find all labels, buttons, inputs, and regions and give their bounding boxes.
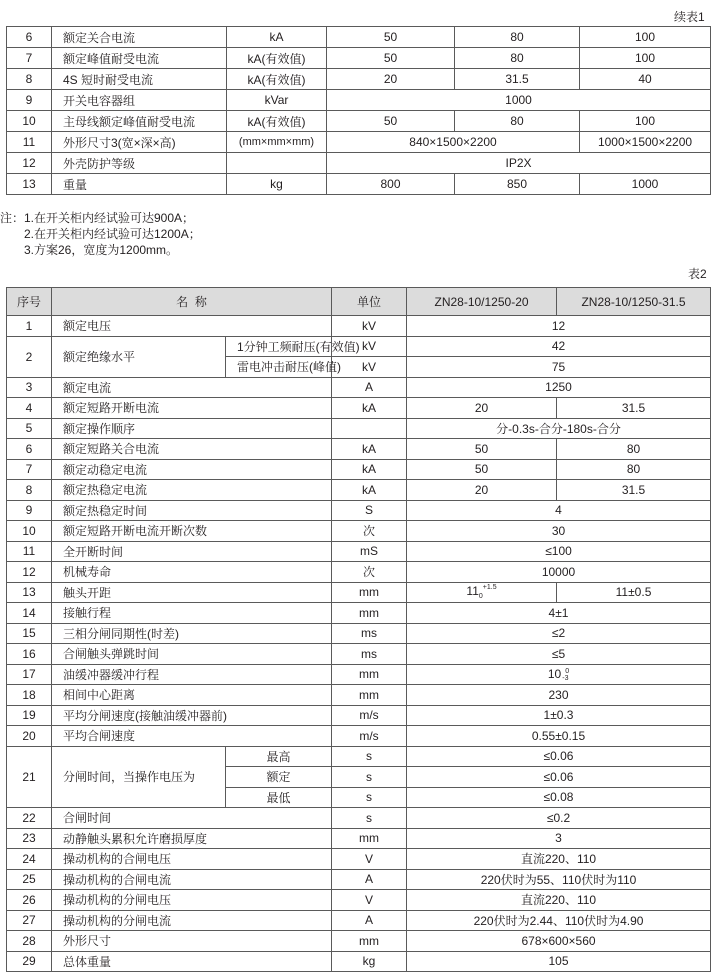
note-1: 注：1.在开关柜内经试验可达900A； xyxy=(0,211,195,225)
row-name: 外壳防护等级 xyxy=(52,153,227,174)
row-number: 12 xyxy=(7,153,52,174)
row-number: 12 xyxy=(7,562,52,583)
row-number: 13 xyxy=(7,582,52,603)
row-name: 额定短路开断电流 xyxy=(52,398,332,419)
table2-row xyxy=(7,931,711,952)
row-name: 操动机构的合闸电压 xyxy=(52,849,332,870)
table1-caption: 续表1 xyxy=(674,10,705,24)
note-2: 2.在开关柜内经试验可达1200A； xyxy=(24,227,201,241)
row-name: 额定动稳定电流 xyxy=(52,459,332,480)
value-lower-tolerance: 0 xyxy=(478,593,483,601)
table1 xyxy=(6,26,711,195)
table2-header-row xyxy=(7,288,711,316)
table2-row xyxy=(7,808,711,829)
row-number: 6 xyxy=(7,27,52,48)
row-name: 额定关合电流 xyxy=(52,27,227,48)
table2-row xyxy=(7,623,711,644)
row-number: 29 xyxy=(7,951,52,972)
row-unit: 次 xyxy=(332,521,407,542)
row-unit: kA xyxy=(332,398,407,419)
row-unit: kA xyxy=(332,439,407,460)
row-name: 额定短路开断电流开断次数 xyxy=(52,521,332,542)
row-unit: V xyxy=(332,849,407,870)
row-number: 14 xyxy=(7,603,52,624)
row-unit: kV xyxy=(332,336,407,357)
row-name: 接触行程 xyxy=(52,603,332,624)
row-value: ≤2 xyxy=(407,623,711,644)
row-value: 100 xyxy=(580,48,711,69)
row-value: 80 xyxy=(557,459,711,480)
row-value: 105 xyxy=(407,951,711,972)
row-name: 额定峰值耐受电流 xyxy=(52,48,227,69)
row-value: 50 xyxy=(327,27,455,48)
row-unit: mm xyxy=(332,664,407,685)
row-number: 17 xyxy=(7,664,52,685)
row-unit: kg xyxy=(332,951,407,972)
row-number: 21 xyxy=(7,746,52,808)
row-value: 11±0.5 xyxy=(557,582,711,603)
row-value: 80 xyxy=(557,439,711,460)
row-unit: kVar xyxy=(227,90,327,111)
table2-row xyxy=(7,336,711,357)
row-number: 9 xyxy=(7,90,52,111)
row-unit: V xyxy=(332,890,407,911)
table2-row xyxy=(7,746,711,767)
row-value: 20 xyxy=(407,398,557,419)
row-value: ≤100 xyxy=(407,541,711,562)
table2-row xyxy=(7,644,711,665)
table1-row xyxy=(7,90,711,111)
value-lower-tolerance: -3 xyxy=(562,674,569,682)
row-value: 42 xyxy=(407,336,711,357)
table1-row xyxy=(7,174,711,195)
row-number: 4 xyxy=(7,398,52,419)
table1-row xyxy=(7,132,711,153)
table2-row xyxy=(7,890,711,911)
row-number: 8 xyxy=(7,69,52,90)
row-name: 额定电流 xyxy=(52,377,332,398)
value-upper-tolerance: 0 xyxy=(565,667,570,675)
row-number: 8 xyxy=(7,480,52,501)
row-number: 9 xyxy=(7,500,52,521)
row-number: 5 xyxy=(7,418,52,439)
row-value xyxy=(407,664,711,685)
row-unit: 次 xyxy=(332,562,407,583)
row-number: 20 xyxy=(7,726,52,747)
row-value: 20 xyxy=(327,69,455,90)
row-unit: A xyxy=(332,910,407,931)
row-value: ≤0.06 xyxy=(407,746,711,767)
row-unit: kV xyxy=(332,357,407,378)
row-number: 11 xyxy=(7,541,52,562)
row-name: 额定绝缘水平 xyxy=(52,336,226,377)
table2-row xyxy=(7,664,711,685)
value-base: 10 xyxy=(547,666,562,681)
row-name: 合闸触头弹跳时间 xyxy=(52,644,332,665)
row-unit: mS xyxy=(332,541,407,562)
table2-row xyxy=(7,500,711,521)
row-value: 80 xyxy=(455,27,580,48)
table2-row xyxy=(7,685,711,706)
row-number: 24 xyxy=(7,849,52,870)
row-unit: mm xyxy=(332,931,407,952)
row-value: 20 xyxy=(407,480,557,501)
row-name: 开关电容器组 xyxy=(52,90,227,111)
table2-caption: 表2 xyxy=(688,267,707,281)
table2-row xyxy=(7,459,711,480)
row-name: 额定电压 xyxy=(52,316,332,337)
table1-row xyxy=(7,69,711,90)
row-value: 50 xyxy=(327,111,455,132)
row-unit: s xyxy=(332,787,407,808)
header-unit: 单位 xyxy=(332,288,407,316)
table2-row xyxy=(7,951,711,972)
row-number: 28 xyxy=(7,931,52,952)
table2-row xyxy=(7,603,711,624)
row-value: 80 xyxy=(455,48,580,69)
table2-row xyxy=(7,705,711,726)
row-name: 合闸时间 xyxy=(52,808,332,829)
row-unit: A xyxy=(332,869,407,890)
row-value: IP2X xyxy=(327,153,711,174)
row-number: 10 xyxy=(7,521,52,542)
row-unit: ms xyxy=(332,623,407,644)
row-name: 触头开距 xyxy=(52,582,332,603)
row-value: 1000 xyxy=(580,174,711,195)
row-value: 50 xyxy=(407,439,557,460)
row-name: 外形尺寸 xyxy=(52,931,332,952)
row-number: 3 xyxy=(7,377,52,398)
row-unit: mm xyxy=(332,603,407,624)
row-name: 全开断时间 xyxy=(52,541,332,562)
row-number: 18 xyxy=(7,685,52,706)
table1-row xyxy=(7,153,711,174)
row-unit: (mm×mm×mm) xyxy=(227,132,327,153)
row-number: 7 xyxy=(7,48,52,69)
row-unit: m/s xyxy=(332,726,407,747)
row-value: 800 xyxy=(327,174,455,195)
row-number: 1 xyxy=(7,316,52,337)
row-subname: 1分钟工频耐压(有效值) xyxy=(226,336,332,357)
table2-row xyxy=(7,849,711,870)
header-name: 名 称 xyxy=(52,288,332,316)
row-unit: mm xyxy=(332,582,407,603)
row-unit: s xyxy=(332,767,407,788)
row-number: 2 xyxy=(7,336,52,377)
row-unit: kg xyxy=(227,174,327,195)
row-value: 分-0.3s-合分-180s-合分 xyxy=(407,418,711,439)
row-subname: 最低 xyxy=(226,787,332,808)
row-unit: kA xyxy=(332,480,407,501)
row-value: 10000 xyxy=(407,562,711,583)
table2-row xyxy=(7,439,711,460)
row-number: 27 xyxy=(7,910,52,931)
row-name: 平均合闸速度 xyxy=(52,726,332,747)
row-value: 1000 xyxy=(327,90,711,111)
row-name: 操动机构的分闸电压 xyxy=(52,890,332,911)
row-name: 额定短路关合电流 xyxy=(52,439,332,460)
row-value: 220伏时为2.44、110伏时为4.90 xyxy=(407,910,711,931)
row-unit: s xyxy=(332,746,407,767)
row-subname: 最高 xyxy=(226,746,332,767)
row-value: 80 xyxy=(455,111,580,132)
row-value: 30 xyxy=(407,521,711,542)
row-value: 12 xyxy=(407,316,711,337)
table2-row xyxy=(7,726,711,747)
row-name: 平均分闸速度(接触油缓冲器前) xyxy=(52,705,332,726)
row-value: 31.5 xyxy=(557,398,711,419)
notes xyxy=(0,210,201,258)
row-number: 6 xyxy=(7,439,52,460)
table2 xyxy=(6,287,711,972)
row-value: 50 xyxy=(327,48,455,69)
row-name: 总体重量 xyxy=(52,951,332,972)
row-subname: 雷电冲击耐压(峰值) xyxy=(226,357,332,378)
row-value: 1000×1500×2200 xyxy=(580,132,711,153)
row-number: 25 xyxy=(7,869,52,890)
row-number: 26 xyxy=(7,890,52,911)
row-value: 100 xyxy=(580,111,711,132)
row-unit: m/s xyxy=(332,705,407,726)
row-unit: mm xyxy=(332,828,407,849)
row-value: 1±0.3 xyxy=(407,705,711,726)
table2-row xyxy=(7,398,711,419)
row-value: 1250 xyxy=(407,377,711,398)
row-number: 11 xyxy=(7,132,52,153)
row-name: 操动机构的合闸电流 xyxy=(52,869,332,890)
row-unit: ms xyxy=(332,644,407,665)
row-value: 0.55±0.15 xyxy=(407,726,711,747)
row-name: 相间中心距离 xyxy=(52,685,332,706)
row-name: 主母线额定峰值耐受电流 xyxy=(52,111,227,132)
row-name: 操动机构的分闸电流 xyxy=(52,910,332,931)
table2-row xyxy=(7,562,711,583)
row-value: 75 xyxy=(407,357,711,378)
header-col2: ZN28-10/1250-31.5 xyxy=(557,288,711,316)
row-number: 10 xyxy=(7,111,52,132)
row-name: 额定热稳定电流 xyxy=(52,480,332,501)
row-unit: s xyxy=(332,808,407,829)
row-number: 23 xyxy=(7,828,52,849)
table2-row xyxy=(7,869,711,890)
row-value: 31.5 xyxy=(557,480,711,501)
value-base: 11 xyxy=(466,584,479,599)
row-value: 直流220、110 xyxy=(407,849,711,870)
table1-row xyxy=(7,27,711,48)
row-value: ≤5 xyxy=(407,644,711,665)
row-name: 油缓冲器缓冲行程 xyxy=(52,664,332,685)
row-name: 外形尺寸3(宽×深×高) xyxy=(52,132,227,153)
row-value: 直流220、110 xyxy=(407,890,711,911)
header-no: 序号 xyxy=(7,288,52,316)
table2-row xyxy=(7,828,711,849)
row-value: 4±1 xyxy=(407,603,711,624)
row-value: 850 xyxy=(455,174,580,195)
table2-row xyxy=(7,521,711,542)
row-name: 动静触头累积允许磨损厚度 xyxy=(52,828,332,849)
table2-row xyxy=(7,582,711,603)
row-value: 230 xyxy=(407,685,711,706)
row-name: 重量 xyxy=(52,174,227,195)
row-number: 7 xyxy=(7,459,52,480)
row-number: 22 xyxy=(7,808,52,829)
row-value: 100 xyxy=(580,27,711,48)
value-upper-tolerance: +1.5 xyxy=(482,584,497,592)
row-unit: kA(有效值) xyxy=(227,69,327,90)
row-unit: kA(有效值) xyxy=(227,48,327,69)
header-col1: ZN28-10/1250-20 xyxy=(407,288,557,316)
row-subname: 额定 xyxy=(226,767,332,788)
note-3: 3.方案26，宽度为1200mm。 xyxy=(24,243,179,257)
row-name: 额定操作顺序 xyxy=(52,418,332,439)
table2-row xyxy=(7,480,711,501)
row-value: 678×600×560 xyxy=(407,931,711,952)
row-value: 50 xyxy=(407,459,557,480)
row-name: 4S 短时耐受电流 xyxy=(52,69,227,90)
row-unit: kV xyxy=(332,316,407,337)
table2-row xyxy=(7,316,711,337)
table2-row xyxy=(7,541,711,562)
row-unit: S xyxy=(332,500,407,521)
row-number: 15 xyxy=(7,623,52,644)
row-value: ≤0.06 xyxy=(407,767,711,788)
row-number: 19 xyxy=(7,705,52,726)
row-unit: A xyxy=(332,377,407,398)
row-value xyxy=(407,582,557,603)
row-unit xyxy=(227,153,327,174)
row-value: 31.5 xyxy=(455,69,580,90)
table1-row xyxy=(7,48,711,69)
row-value: 220伏时为55、110伏时为110 xyxy=(407,869,711,890)
table2-row xyxy=(7,377,711,398)
row-value: 4 xyxy=(407,500,711,521)
row-unit xyxy=(332,418,407,439)
row-name: 三相分闸同期性(时差) xyxy=(52,623,332,644)
row-unit: mm xyxy=(332,685,407,706)
row-value: 3 xyxy=(407,828,711,849)
row-value: 40 xyxy=(580,69,711,90)
row-name: 机械寿命 xyxy=(52,562,332,583)
table2-row xyxy=(7,910,711,931)
row-number: 13 xyxy=(7,174,52,195)
row-value: ≤0.2 xyxy=(407,808,711,829)
row-unit: kA xyxy=(332,459,407,480)
row-unit: kA xyxy=(227,27,327,48)
row-number: 16 xyxy=(7,644,52,665)
row-name: 分闸时间，当操作电压为 xyxy=(52,746,226,808)
table1-row xyxy=(7,111,711,132)
row-name: 额定热稳定时间 xyxy=(52,500,332,521)
row-unit: kA(有效值) xyxy=(227,111,327,132)
row-value: ≤0.08 xyxy=(407,787,711,808)
row-value: 840×1500×2200 xyxy=(327,132,580,153)
table2-row xyxy=(7,418,711,439)
